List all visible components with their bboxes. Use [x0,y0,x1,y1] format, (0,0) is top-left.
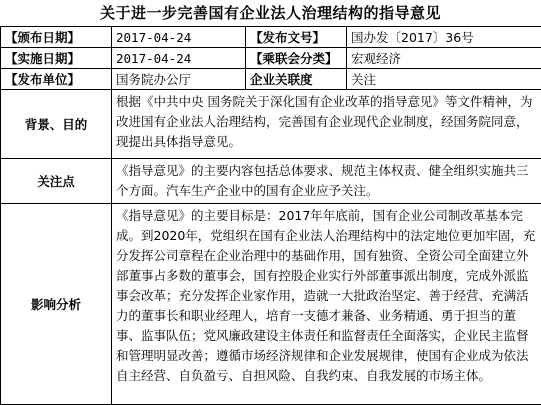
publisher-value: 国务院办公厅 [112,69,246,90]
doc-no-label: 【发布文号】 [246,27,347,48]
focus-text: 《指导意见》的主要内容包括总体要求、规范主体权责、健全组织实施共三个方面。汽车生产企业中的国有企业应予关注。 [112,159,541,204]
impact-label: 影响分析 [1,204,112,405]
category-label: 【乘联会分类】 [246,48,347,69]
section-impact-row [1,204,541,405]
background-text: 根据《中共中央 国务院关于深化国有企业改革的指导意见》等文件精神，为改进国有企业法人治理结构，完善国有企业现代企业制度，经国务院同意，现提出具体指导意见。 [112,90,541,159]
category-value: 宏观经济 [347,48,541,69]
effective-date-label: 【实施日期】 [1,48,112,69]
meta-row-effective [1,48,541,69]
doc-no-value: 国办发〔2017〕36号 [347,27,541,48]
relevance-value: 关注 [347,69,541,90]
background-label: 背景、目的 [1,90,112,159]
meta-row-publisher [1,69,541,90]
focus-label: 关注点 [1,159,112,204]
policy-info-table [0,26,541,405]
relevance-label: 企业关联度 [246,69,347,90]
document-title: 关于进一步完善国有企业法人治理结构的指导意见 [0,0,541,26]
meta-row-dates [1,27,541,48]
issue-date-label: 【颁布日期】 [1,27,112,48]
section-focus-row [1,159,541,204]
impact-text: 《指导意见》的主要目标是：2017年年底前，国有企业公司制改革基本完成。到2020年，党组织在国有企业法人治理结构中的法定地位更加牢固，充分发挥公司章程在企业治理中的基础作用，国有独资、全资公司全面建立外部董事占多数的董事会，国有控股企业实行外部董事派出制度，完成外派监事会改革；充分发挥企业家作用，造就一大批政治坚定、善于经营、充满活力的董事长和职业经理人，培育一支德才兼备、业务精通、勇于担当的董事、监事队伍；党风廉政建设主体责任和监督责任全面落实，企业民主监督和管理明显改善；遵循市场经济规律和企业发展规律，使国有企业成为依法自主经营、自负盈亏、自担风险、自我约束、自我发展的市场主体。 [112,204,541,405]
effective-date-value: 2017-04-24 [112,48,246,69]
issue-date-value: 2017-04-24 [112,27,246,48]
publisher-label: 【发布单位】 [1,69,112,90]
section-background-row [1,90,541,159]
